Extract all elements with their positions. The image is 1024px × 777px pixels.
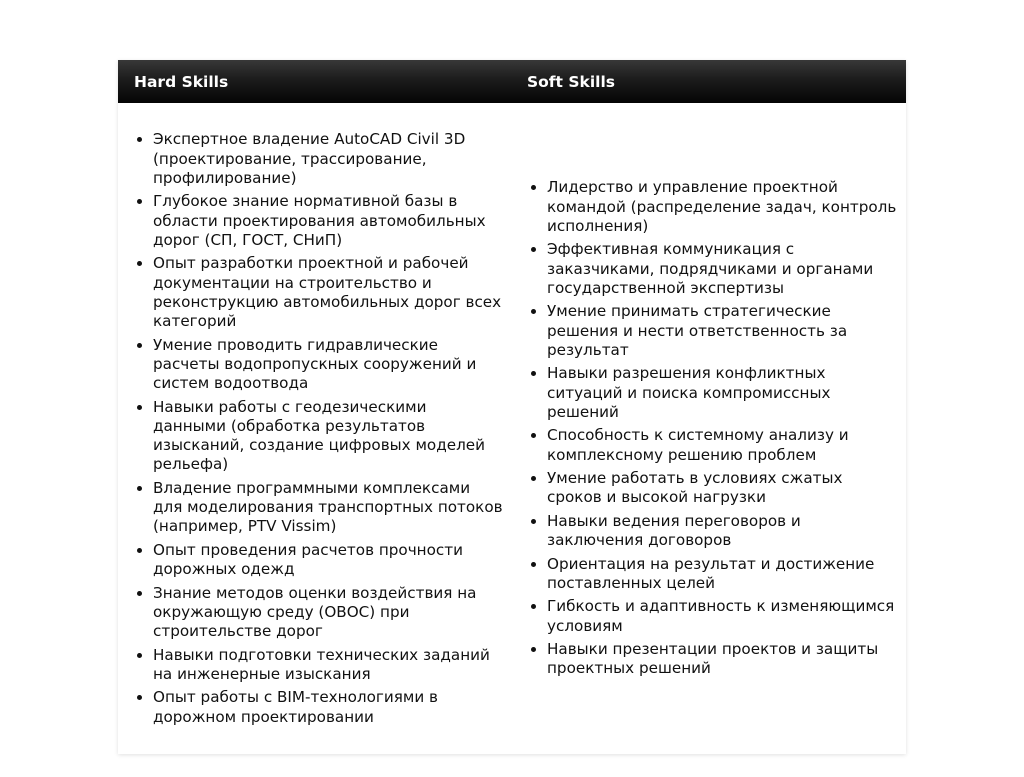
list-item: • Навыки презентации проектов и защиты проектных решений: [547, 640, 898, 678]
list-item: • Навыки подготовки технических заданий на инженерные изыскания: [153, 646, 504, 684]
list-item: • Экспертное владение AutoCAD Civil 3D (проектирование, трассирование, профилирование): [153, 130, 504, 188]
hard-skills-cell: [118, 103, 512, 754]
skills-table: [118, 60, 906, 754]
list-item: • Владение программными комплексами для моделирования транспортных потоков (например, PTV Vissim): [153, 479, 504, 537]
soft-skills-list: [512, 178, 906, 678]
list-item: • Глубокое знание нормативной базы в области проектирования автомобильных дорог (СП, ГОСТ, СНиП): [153, 192, 504, 250]
list-item: • Умение работать в условиях сжатых сроков и высокой нагрузки: [547, 469, 898, 507]
list-item: • Навыки разрешения конфликтных ситуаций и поиска компромиссных решений: [547, 364, 898, 422]
list-item: • Способность к системному анализу и комплексному решению проблем: [547, 426, 898, 464]
list-item: • Навыки работы с геодезическими данными (обработка результатов изысканий, создание цифровых моделей рельефа): [153, 398, 504, 475]
list-item: • Лидерство и управление проектной командой (распределение задач, контроль исполнения): [547, 178, 898, 236]
soft-skills-heading: Soft Skills: [527, 72, 615, 91]
list-item: • Опыт работы с BIM-технологиями в дорожном проектировании: [153, 688, 504, 726]
list-item: • Навыки ведения переговоров и заключения договоров: [547, 512, 898, 550]
list-item: • Умение принимать стратегические решения и нести ответственность за результат: [547, 302, 898, 360]
list-item: • Гибкость и адаптивность к изменяющимся условиям: [547, 597, 898, 635]
list-item: • Ориентация на результат и достижение поставленных целей: [547, 555, 898, 593]
hard-skills-heading: Hard Skills: [134, 72, 229, 91]
list-item: • Эффективная коммуникация с заказчиками, подрядчиками и органами государственной экспертизы: [547, 240, 898, 298]
table-body: [118, 103, 906, 754]
hard-skills-list: [118, 130, 512, 726]
table-header: [118, 60, 906, 103]
list-item: • Знание методов оценки воздействия на окружающую среду (ОВОС) при строительстве дорог: [153, 584, 504, 642]
list-item: • Опыт разработки проектной и рабочей документации на строительство и реконструкцию автомобильных дорог всех категорий: [153, 254, 504, 331]
list-item: • Опыт проведения расчетов прочности дорожных одежд: [153, 541, 504, 579]
soft-skills-cell: [512, 103, 906, 754]
list-item: • Умение проводить гидравлические расчеты водопропускных сооружений и систем водоотвода: [153, 336, 504, 394]
